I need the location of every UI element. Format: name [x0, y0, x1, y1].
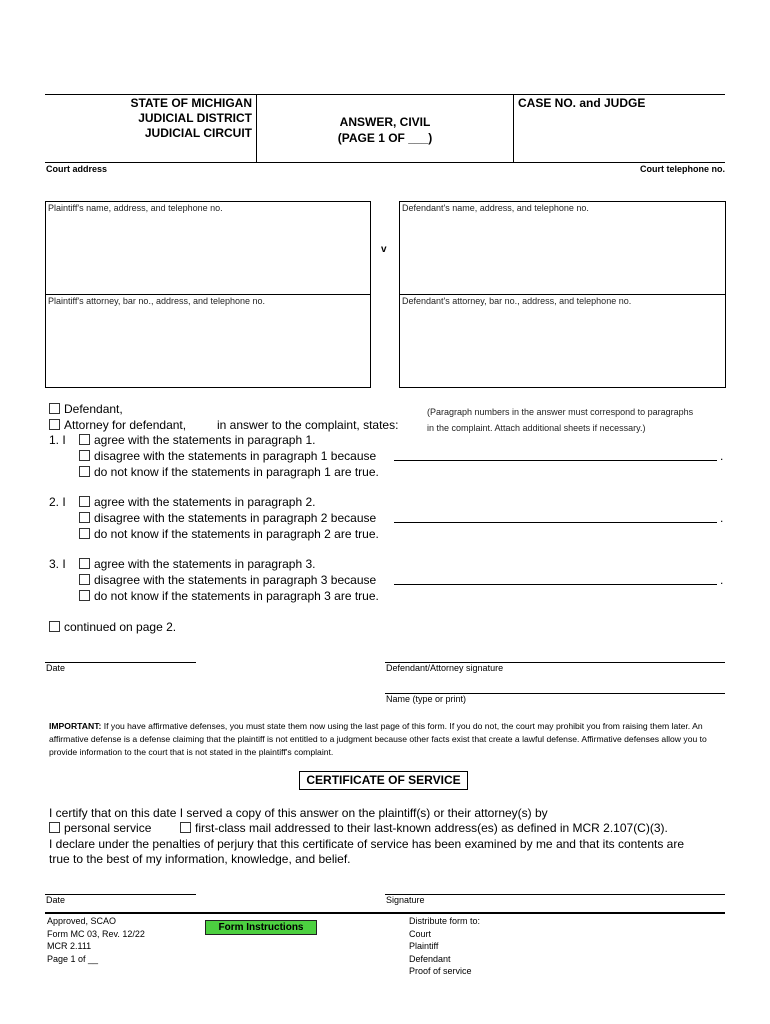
paragraph-number: 1. I [49, 433, 66, 447]
certificate-signature-field[interactable] [385, 894, 725, 895]
certificate-date-label: Date [46, 895, 66, 905]
disagree-reason-field[interactable] [394, 522, 717, 523]
disagree-reason-field[interactable] [394, 460, 717, 461]
first-class-mail-checkbox[interactable] [180, 822, 191, 833]
certificate-title: CERTIFICATE OF SERVICE [299, 771, 468, 790]
personal-service-label: personal service [64, 821, 152, 835]
plaintiff-attorney-label: Plaintiff's attorney, bar no., address, and telephone no. [48, 296, 266, 306]
agree-checkbox[interactable] [79, 558, 90, 569]
paragraph-number: 3. I [49, 557, 66, 571]
court-phone-label: Court telephone no. [640, 164, 725, 174]
defendant-checkbox[interactable] [49, 403, 60, 414]
defendant-option [49, 402, 123, 416]
dont-know-checkbox[interactable] [79, 528, 90, 539]
case-no-label: CASE NO. and JUDGE [518, 96, 646, 110]
disagree-checkbox[interactable] [79, 512, 90, 523]
disagree-option [79, 573, 376, 587]
dont-know-label: do not know if the statements in paragraph 3 are true. [94, 589, 379, 603]
distribute-item: Plaintiff [409, 941, 439, 951]
first-class-mail-label: first-class mail addressed to their last-known address(es) as defined in MCR 2.107(C)(3). [195, 821, 668, 835]
certify-text: I certify that on this date I served a copy of this answer on the plaintiff(s) or their attorney(s) by [49, 806, 548, 820]
dont-know-option [79, 589, 379, 603]
defendant-label: Defendant's name, address, and telephone no. [402, 203, 589, 213]
district-label: JUDICIAL DISTRICT [138, 111, 252, 125]
dont-know-checkbox[interactable] [79, 590, 90, 601]
important-notice [49, 720, 729, 759]
court-heading [60, 96, 252, 141]
dont-know-option [79, 527, 379, 541]
disagree-option [79, 449, 376, 463]
signature-label: Defendant/Attorney signature [386, 663, 504, 673]
important-label: IMPORTANT: [49, 721, 102, 731]
disagree-checkbox[interactable] [79, 574, 90, 585]
header-divider [256, 94, 257, 162]
continued-checkbox[interactable] [49, 621, 60, 632]
distribute-item: Defendant [409, 953, 451, 964]
agree-label: agree with the statements in paragraph 1. [94, 433, 316, 447]
page-number: Page 1 of __ [47, 953, 99, 964]
distribute-item: Court [409, 928, 432, 939]
declare-line2: true to the best of my information, knowledge, and belief. [49, 852, 351, 866]
defendant-attorney-label: Defendant's attorney, bar no., address, and telephone no. [402, 296, 632, 306]
continued-option [49, 620, 176, 634]
period: . [720, 449, 724, 463]
versus-label: v [381, 244, 387, 255]
agree-option [79, 433, 315, 447]
period: . [720, 511, 724, 525]
date-label: Date [46, 663, 66, 673]
attorney-option-label: Attorney for defendant, [64, 418, 187, 432]
paragraph-number: 2. I [49, 495, 66, 509]
disagree-label: disagree with the statements in paragraph 3 because [94, 573, 377, 587]
footer-rule [45, 912, 725, 914]
continued-label: continued on page 2. [64, 620, 177, 634]
agree-checkbox[interactable] [79, 496, 90, 507]
important-text: If you have affirmative defenses, you must state them now using the last page of this form. If you do not, the court may prohibit you from raising them later. An affirmative defense is a defense claiming that the plaintiff is not entitled to a judgment because other facts exist that create a lawful defense. Affirmative defenses allow you to provide information to the court that is not stated in the plaintiff's complaint. [49, 721, 707, 757]
certificate-signature-label: Signature [386, 895, 425, 905]
certificate-date-field[interactable] [45, 894, 196, 895]
dont-know-checkbox[interactable] [79, 466, 90, 477]
disagree-option [79, 511, 376, 525]
agree-label: agree with the statements in paragraph 2. [94, 495, 316, 509]
form-instructions-button[interactable]: Form Instructions [205, 920, 317, 935]
disagree-label: disagree with the statements in paragraph 1 because [94, 449, 377, 463]
period: . [720, 573, 724, 587]
form-title [300, 114, 470, 146]
disagree-checkbox[interactable] [79, 450, 90, 461]
disagree-reason-field[interactable] [394, 584, 717, 585]
header-bottom-rule [45, 162, 725, 163]
dont-know-option [79, 465, 379, 479]
first-class-mail-option [180, 821, 668, 835]
plaintiff-box-divider [45, 294, 371, 295]
paragraph-note-line1: (Paragraph numbers in the answer must correspond to paragraphs [427, 407, 694, 417]
mcr-label: MCR 2.111 [47, 941, 92, 951]
form-title-line1: ANSWER, CIVIL [339, 115, 431, 129]
personal-service-checkbox[interactable] [49, 822, 60, 833]
agree-option [79, 495, 315, 509]
agree-checkbox[interactable] [79, 434, 90, 445]
form-number: Form MC 03, Rev. 12/22 [47, 928, 145, 939]
approved-label: Approved, SCAO [47, 916, 117, 926]
form-title-line2: (PAGE 1 OF ___) [337, 131, 433, 145]
header-divider [513, 94, 514, 162]
defendant-option-label: Defendant, [64, 402, 123, 416]
name-label: Name (type or print) [386, 694, 467, 704]
paragraph-note [427, 404, 693, 436]
declare-line1: I declare under the penalties of perjury that this certificate of service has been examined by me and that its contents are [49, 837, 685, 851]
distribute-item: Proof of service [409, 966, 472, 976]
distribute-title: Distribute form to: [409, 916, 481, 926]
court-address-label: Court address [46, 164, 108, 174]
personal-service-option [49, 821, 151, 835]
agree-label: agree with the statements in paragraph 3. [94, 557, 316, 571]
disagree-label: disagree with the statements in paragraph 2 because [94, 511, 377, 525]
dont-know-label: do not know if the statements in paragraph 1 are true. [94, 465, 379, 479]
dont-know-label: do not know if the statements in paragraph 2 are true. [94, 527, 379, 541]
date-field[interactable] [45, 662, 196, 663]
attorney-checkbox[interactable] [49, 419, 60, 430]
header-top-rule [45, 94, 725, 95]
agree-option [79, 557, 315, 571]
defendant-box-divider [399, 294, 726, 295]
circuit-label: JUDICIAL CIRCUIT [144, 126, 252, 140]
form-info [47, 915, 145, 965]
states-text: in answer to the complaint, states: [217, 418, 399, 432]
plaintiff-label: Plaintiff's name, address, and telephone no. [48, 203, 223, 213]
distribution-list [409, 915, 480, 978]
attorney-option [49, 418, 186, 432]
paragraph-note-line2: in the complaint. Attach additional sheets if necessary.) [427, 423, 646, 433]
state-label: STATE OF MICHIGAN [130, 96, 252, 110]
